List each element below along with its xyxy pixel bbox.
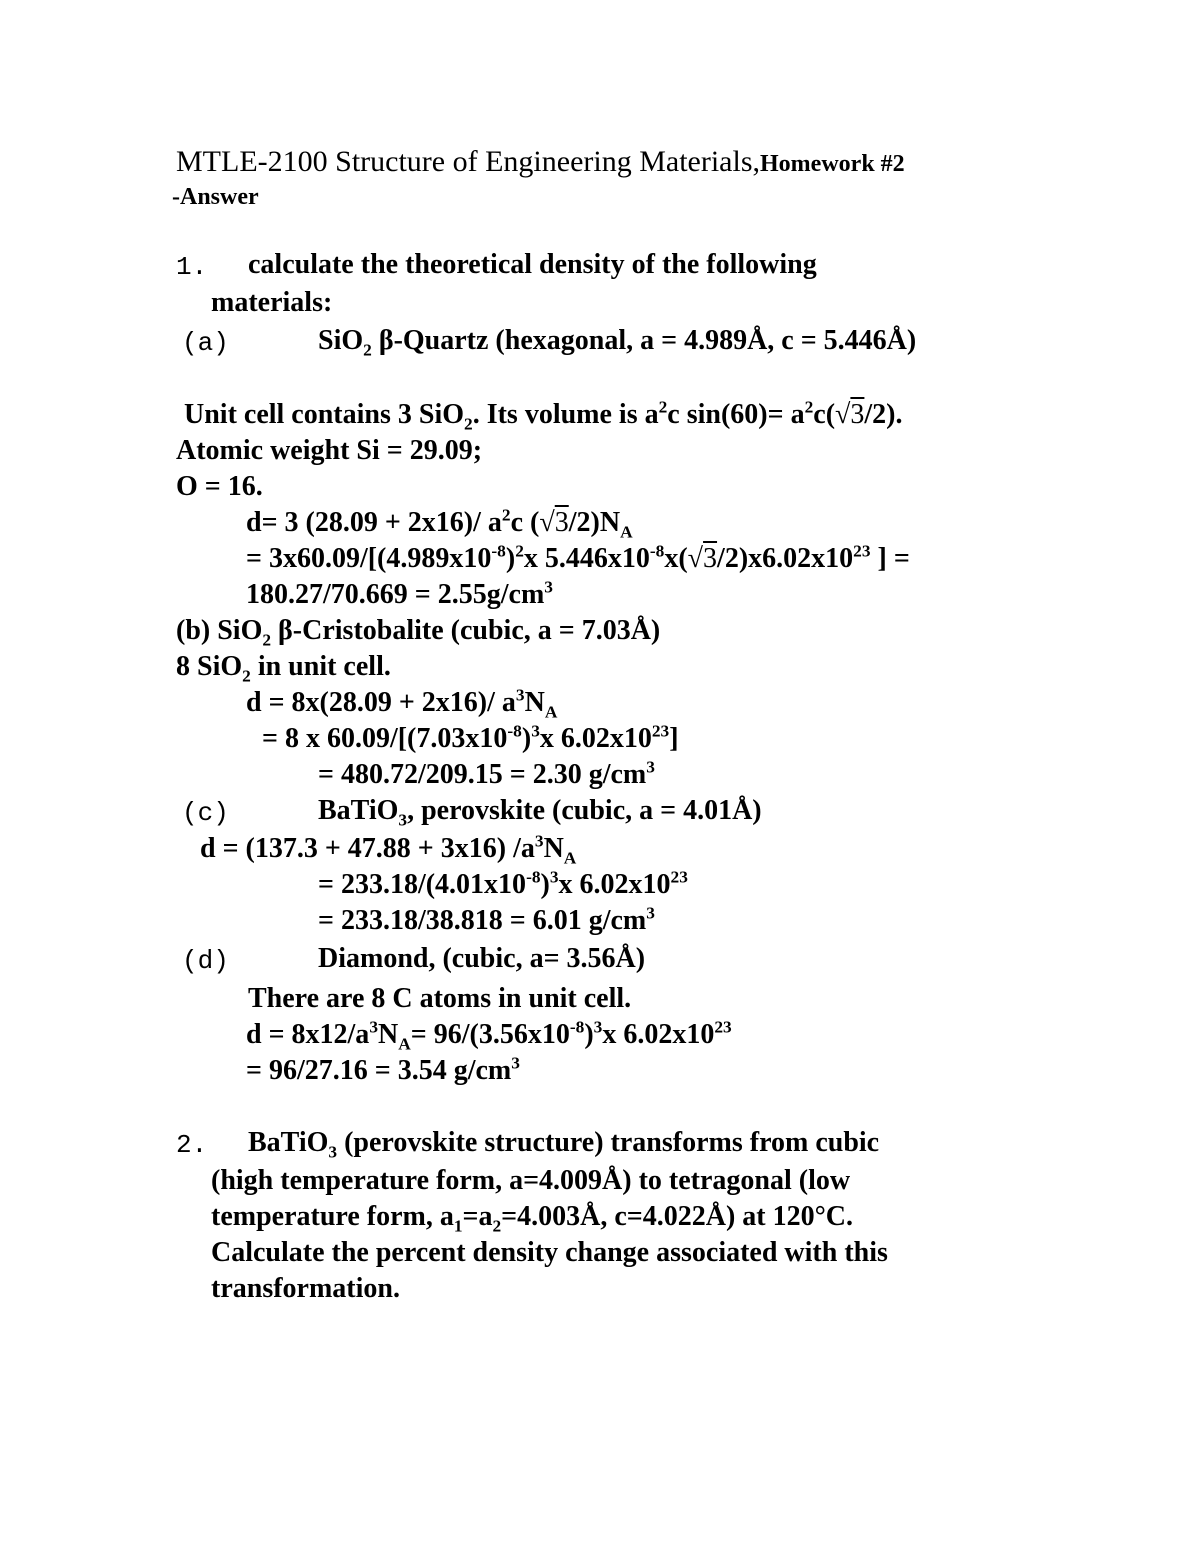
subscript: 2 <box>464 414 473 434</box>
text: /2)N <box>568 507 621 538</box>
text: ] = <box>870 543 910 574</box>
text: ) <box>540 869 550 900</box>
part-b-work-line-3 <box>262 722 679 756</box>
superscript: 2 <box>804 397 814 417</box>
superscript: 23 <box>714 1017 732 1037</box>
radicand: 3 <box>850 399 865 430</box>
text: BaTiO <box>248 1127 329 1158</box>
text: x 6.02x10 <box>602 1019 715 1050</box>
superscript: 23 <box>853 541 871 561</box>
text: (perovskite structure) transforms from cubic <box>337 1127 880 1158</box>
superscript: -8 <box>569 1017 585 1037</box>
superscript: 3 <box>646 903 655 923</box>
text: x 6.02x10 <box>558 869 671 900</box>
text: N <box>378 1019 399 1050</box>
question-2-text-line-1 <box>248 1126 879 1160</box>
superscript: 3 <box>646 757 655 777</box>
superscript: -8 <box>507 721 522 741</box>
part-c-work-line-2 <box>318 868 688 902</box>
radical-sign: √ <box>687 543 704 574</box>
question-2-text-line-5: transformation. <box>211 1273 400 1304</box>
subscript: 2 <box>242 666 251 686</box>
text: in unit cell. <box>250 651 391 682</box>
part-a-work-line-5 <box>246 542 910 576</box>
part-a-title <box>318 324 916 358</box>
text: = 8 x 60.09/[(7.03x10 <box>262 723 508 754</box>
part-b-work-line-1 <box>176 650 391 684</box>
text: N <box>524 687 545 718</box>
part-a-description: β-Quartz (hexagonal, a = 4.989Å, c = 5.446Å) <box>371 325 917 356</box>
text: c( <box>813 399 836 430</box>
subscript: 2 <box>363 340 372 360</box>
part-d-result <box>246 1054 520 1088</box>
text: c sin(60)= a <box>667 399 805 430</box>
text: = 96/27.16 = 3.54 g/cm <box>246 1055 512 1086</box>
text: 180.27/70.669 = 2.55g/cm <box>246 579 545 610</box>
text: N <box>543 833 564 864</box>
text: temperature form, a <box>211 1201 454 1232</box>
subscript: 3 <box>398 810 408 830</box>
superscript: -8 <box>649 541 665 561</box>
text: = 3x60.09/[(4.989x10 <box>246 543 492 574</box>
text: = 233.18/38.818 = 6.01 g/cm <box>318 905 647 936</box>
radical-sign: √ <box>539 507 555 538</box>
question-2-text-line-2: (high temperature form, a=4.009Å) to tetragonal (low <box>211 1165 851 1196</box>
subscript: 2 <box>492 1216 502 1236</box>
part-c-title <box>318 794 762 828</box>
subscript: A <box>398 1034 411 1054</box>
superscript: 3 <box>511 1053 520 1073</box>
text: c ( <box>510 507 540 538</box>
part-d-work-line-1: There are 8 C atoms in unit cell. <box>248 983 632 1014</box>
part-b-work-line-2 <box>246 686 557 720</box>
superscript: 3 <box>534 831 544 851</box>
part-a-work-line-4 <box>246 506 633 540</box>
text: BaTiO <box>318 795 399 826</box>
question-2-text-line-3 <box>211 1200 853 1234</box>
superscript: 3 <box>544 577 553 597</box>
question-1-number: 1. <box>176 252 208 282</box>
text: x 6.02x10 <box>539 723 652 754</box>
subscript: A <box>563 848 577 868</box>
text: x 5.446x10 <box>523 543 650 574</box>
superscript: 3 <box>593 1017 603 1037</box>
subscript: 3 <box>328 1142 338 1162</box>
formula-sio: SiO <box>318 325 364 356</box>
text: d = 8x(28.09 + 2x16)/ a <box>246 687 516 718</box>
title-separator: , <box>752 145 761 178</box>
text: ) <box>505 543 516 574</box>
part-a-label: (a) <box>182 328 229 358</box>
superscript: 2 <box>515 541 524 561</box>
answer-label: -Answer <box>172 184 259 210</box>
question-1-text-line-2: materials: <box>211 287 333 318</box>
superscript: 2 <box>658 397 668 417</box>
subscript: A <box>544 702 558 722</box>
text: d = 8x12/a <box>246 1019 370 1050</box>
superscript: 3 <box>549 867 559 887</box>
part-a-work-line-3: O = 16. <box>176 471 263 502</box>
sqrt-symbol <box>539 507 568 538</box>
question-1-text-line-1: calculate the theoretical density of the following <box>248 249 817 280</box>
question-2-number: 2. <box>176 1130 208 1160</box>
part-a-result <box>246 578 553 612</box>
part-d-work-line-2 <box>246 1018 732 1052</box>
text: = 480.72/209.15 = 2.30 g/cm <box>318 759 647 790</box>
subscript: 1 <box>453 1216 463 1236</box>
text: d= 3 (28.09 + 2x16)/ a <box>246 507 502 538</box>
text: ] <box>669 723 679 754</box>
text: β-Cristobalite (cubic, a = 7.03Å) <box>271 615 661 646</box>
radical-sign: √ <box>835 399 851 430</box>
homework-label: Homework #2 <box>760 151 905 177</box>
superscript: 23 <box>670 867 688 887</box>
text: , perovskite (cubic, a = 4.01Å) <box>407 795 762 826</box>
part-d-title: Diamond, (cubic, a= 3.56Å) <box>318 943 646 974</box>
text: 8 SiO <box>176 651 243 682</box>
part-b-title <box>176 614 660 648</box>
part-b-result <box>318 758 655 792</box>
text: . Its volume is a <box>472 399 659 430</box>
text: =a <box>462 1201 493 1232</box>
part-a-work-line-1 <box>184 398 903 432</box>
part-c-result <box>318 904 655 938</box>
text: x( <box>664 543 688 574</box>
course-title: MTLE-2100 Structure of Engineering Materials <box>176 145 753 178</box>
document-title <box>176 145 905 181</box>
radicand: 3 <box>703 543 718 574</box>
superscript: 3 <box>515 685 525 705</box>
superscript: 3 <box>369 1017 378 1037</box>
radicand: 3 <box>554 507 569 538</box>
subscript: A <box>620 522 633 542</box>
text: /2). <box>864 399 903 430</box>
question-2-text-line-4: Calculate the percent density change associated with this <box>211 1237 888 1268</box>
subscript: 2 <box>262 630 272 650</box>
superscript: 3 <box>531 721 540 741</box>
superscript: 23 <box>651 721 670 741</box>
text: ) <box>521 723 532 754</box>
text: = 96/(3.56x10 <box>410 1019 570 1050</box>
part-c-label: (c) <box>182 798 229 828</box>
part-a-work-line-2: Atomic weight Si = 29.09; <box>176 435 483 466</box>
sqrt-symbol <box>688 543 717 574</box>
part-d-label: (d) <box>182 946 229 976</box>
text: = 233.18/(4.01x10 <box>318 869 527 900</box>
text: Unit cell contains 3 SiO <box>184 399 465 430</box>
text: =4.003Å, c=4.022Å) at 120°C. <box>501 1201 854 1232</box>
text: /2)x6.02x10 <box>717 543 854 574</box>
text: (b) SiO <box>176 615 263 646</box>
superscript: -8 <box>491 541 506 561</box>
part-c-work-line-1 <box>200 832 576 866</box>
superscript: 2 <box>501 505 511 525</box>
text: ) <box>584 1019 594 1050</box>
text: d = (137.3 + 47.88 + 3x16) /a <box>200 833 535 864</box>
superscript: -8 <box>526 867 541 887</box>
sqrt-symbol <box>835 399 864 430</box>
